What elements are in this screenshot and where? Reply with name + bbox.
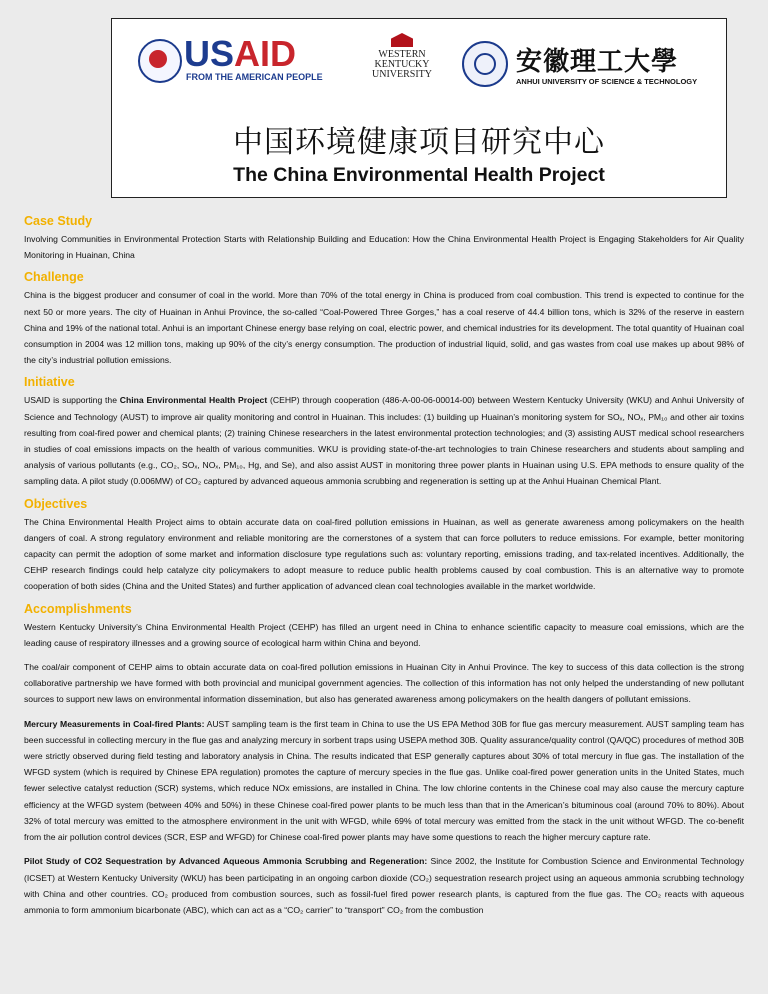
- initiative-project-name: China Environmental Health Project: [119, 395, 268, 406]
- usaid-tagline: FROM THE AMERICAN PEOPLE: [186, 72, 323, 82]
- initiative-lead: USAID is supporting the: [24, 395, 120, 406]
- wku-logo: [360, 33, 444, 91]
- initiative-heading: Initiative: [24, 375, 75, 390]
- mercury-heading: Mercury Measurements in Coal-fired Plants:: [24, 718, 205, 729]
- accomplishments-p1: Western Kentucky University’s China Environmental Health Project (CEHP) has filled an urgent need in China to enhance scientific capacity to measure coal emissions, which are the leading cause of respiratory illnesses and a growing source of ecological harm within China and beyond.: [24, 621, 744, 648]
- wku-line2: KENTUCKY: [374, 59, 430, 70]
- english-title: The China Environmental Health Project: [233, 164, 605, 186]
- usaid-wordmark: [184, 33, 296, 75]
- case-study-heading: Case Study: [24, 214, 93, 228]
- case-study-body: [24, 213, 744, 918]
- co2-heading: Pilot Study of CO2 Sequestration by Advanced Aqueous Ammonia Scrubbing and Regeneration:: [24, 856, 428, 867]
- aust-logo: [462, 41, 712, 91]
- accomplishments-p2: The coal/air component of CEHP aims to obtain accurate data on coal-fired pollution emissions in Huainan City in Anhui Province. The key to success of this data collection is the strong collaborative partnership we have formed with both provincial and municipal government agencies. The collection of this information has not only helped the understanding of new pollutant sources to support new laws on environmental information dissemination, but also has generated awareness among policymakers on the health dangers of pollutant emissions.: [24, 662, 744, 705]
- usaid-us: US: [184, 33, 235, 74]
- usaid-logo: [138, 33, 323, 83]
- mercury-text: AUST sampling team is the first team in China to use the US EPA Method 30B for flue gas mercury measurement. AUST sampling team has been successful in collecting mercury in the flue gas and analyzing mercury in sorbent traps using USEPA method 30B. Quality assurance/quality control (QA/QC) procedures of method 30B were strictly observed during field testing and laboratory analysis in China. The results indicated that ESP generally captures about 30% of total mercury in flue gas. The installation of the WFGD system (which is required by Chinese EPA regulation) promotes the capture of mercury species in the flue gas. Unlike coal-fired power generation units in the United States, much fewer selective catalyst reduction (SCR) systems, which reduce NOx emissions, are installed in China. The low chlorine contents in the Chinese coal may also cause the mercury capture efficiency at the WFGD system (between 40% and 50%) in these Chinese coal-fired power plants to be much less than that in the American’s bituminous coal (around 70% to 80%). About 32% of total mercury was emitted to the atmosphere environment in the unit with WFGD, while 69% of total mercury was emitted from the stack in the unit without WFGD. The co-benefit from the air pollution control devices (SCR, ESP and WFGD) for Chinese coal-fired power plants may have some questions to reach the higher mercury capture rate.: [24, 718, 745, 843]
- objectives-text: The China Environmental Health Project aims to obtain accurate data on coal-fired pollution emissions in Huainan, as well as generate awareness among policymakers on the health dangers of coal. A strong regulatory environment and reliable monitoring are the cornerstones of a system that can force polluters to reduce emissions. For example, better monitoring capacity can permit the adoption of some market and information disclosure type regulations such as: voluntary reporting, emissions trading, and tax-related incentives. Additionally, the CEHP research findings could help catalyze city policymakers to adopt measure to reduce public health problems caused by coal combustion. This is an alternative way to promote cooperation of both sides (China and the United States) and further application of advanced clean coal technologies available in the market worldwide.: [24, 516, 744, 592]
- accomplishments-p3: [24, 716, 744, 846]
- aust-english-name: ANHUI UNIVERSITY OF SCIENCE & TECHNOLOGY: [516, 77, 698, 86]
- cupola-icon: [391, 33, 413, 47]
- challenge-text: China is the biggest producer and consumer of coal in the world. More than 70% of the total energy in China is produced from coal combustion. This trend is expected to continue for the next 50 or more years. The city of Huainan in Anhui Province, the so-called “Coal-Powered Three Gorges,” has a coal reserve of 44.4 billion tons, which is 32% of the reserve in eastern China and 19% of the national total. Anhui is an important Chinese energy base relying on coal, electric power, and chemical industries for its development. The total quantity of Huainan coal consumption in 2004 was 12 million tons, making up 90% of the city’s energy consumption. The production of industrial liquid, solid, and gas wastes from coal use makes up about 98% of the city’s industrial pollution emissions.: [24, 290, 744, 366]
- challenge-heading: Challenge: [24, 270, 84, 285]
- usaid-aid: AID: [234, 33, 297, 74]
- wku-wordmark: [360, 50, 444, 80]
- wku-line3: UNIVERSITY: [372, 69, 432, 80]
- usaid-seal-icon: [138, 39, 182, 83]
- case-study-text: Involving Communities in Environmental Protection Starts with Relationship Building and Education: How the China Environmental Health Project is Engaging Stakeholders for Air Quality Monitoring in Huainan, China: [24, 234, 744, 261]
- objectives-heading: Objectives: [24, 496, 88, 511]
- aust-seal-icon: [462, 41, 508, 87]
- chinese-title: 中国环境健康项目研究中心: [233, 125, 605, 160]
- project-banner: [111, 18, 727, 198]
- initiative-body: (CEHP) through cooperation (486-A-00-06-00014-00) between Western Kentucky University (WKU) and Anhui University of Science and Technology (AUST) to improve air quality monitoring and control in Huainan. This includes: (1) building up Huainan’s monitoring system for SOₓ, NOₓ, PM₁₀ and other air toxins resulting from coal-fired power and chemical plants; (2) training Chinese researchers in the latest environmental protection technologies; and (3) assisting AUST medical school researchers in studies of coal emissions impacts on the health of various communities. WKU is providing state-of-the-art technologies to train Chinese researchers and students about sampling and analysis of various pollutants (e.g., CO₂, SOₓ, NOₓ, PM₁₀, Hg, and Se), and also assist AUST in monitoring three power plants in Huainan using U.S. EPA methods to ensure quality of the sampling data. A pilot study (0.006MW) of CO₂ captured by advanced aqueous ammonia scrubbing and regeneration is setting up at the Anhui Huainan Chemical Plant.: [24, 395, 744, 487]
- initiative-text: [24, 392, 744, 489]
- wku-line1: WESTERN: [378, 49, 426, 60]
- accomplishments-p4: [24, 853, 744, 918]
- co2-text: Since 2002, the Institute for Combustion Science and Environmental Technology (ICSET) at Western Kentucky University (WKU) has been participating in an ongoing carbon dioxide (CO₂) sequestration research project using an aqueous ammonia scrubbing technology with China and other countries. CO₂ produced from combustion sources, such as fossil-fuel fired power research plants, is captured from the flue gas. The CO₂ reacts with aqueous ammonia to form ammonium bicarbonate (ABC), which can act as a “CO₂ carrier” to “transport” CO₂ from the combustion: [24, 856, 745, 915]
- aust-chinese-name: 安徽理工大學: [516, 47, 679, 77]
- accomplishments-heading: Accomplishments: [24, 601, 132, 616]
